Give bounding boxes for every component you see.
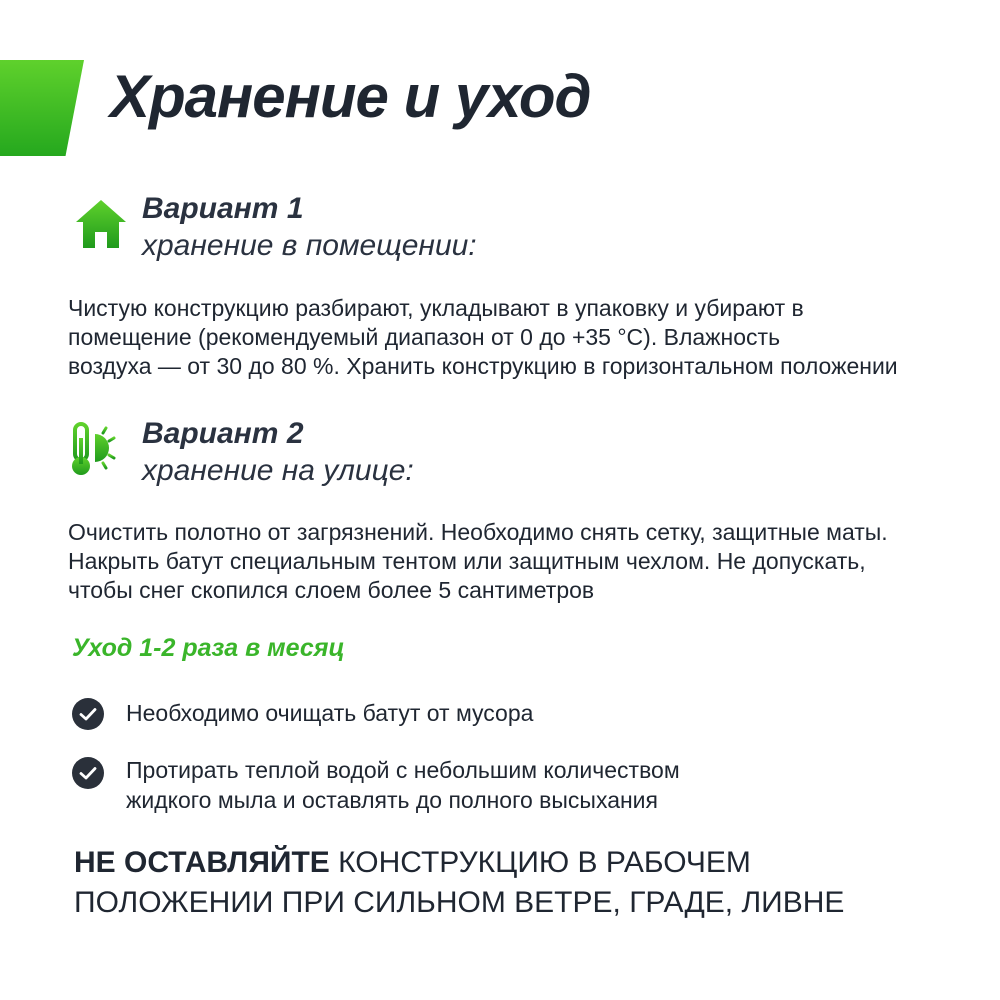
page-title: Хранение и уход <box>110 63 591 130</box>
text-line: жидкого мыла и оставлять до полного высыхания <box>126 787 658 813</box>
thermometer-sun-icon <box>68 420 128 480</box>
warning-rest: КОНСТРУКЦИЮ В РАБОЧЕМ <box>329 846 751 879</box>
variant1-text <box>68 294 948 381</box>
text-line: Протирать теплой водой с небольшим количеством <box>126 757 680 783</box>
variant2-subtitle: хранение на улице: <box>142 454 414 487</box>
variant2-text <box>68 518 948 605</box>
warning-line-1 <box>74 843 954 883</box>
warning-text <box>74 843 954 923</box>
text-line: помещение (рекомендуемый диапазон от 0 до +35 °С). Влажность <box>68 324 781 350</box>
care-item <box>72 698 932 738</box>
care-item-text <box>126 698 886 728</box>
variant2-title: Вариант 2 <box>142 417 304 450</box>
check-circle-icon <box>72 757 104 789</box>
care-item <box>72 755 932 819</box>
warning-line-2: ПОЛОЖЕНИИ ПРИ СИЛЬНОМ ВЕТРЕ, ГРАДЕ, ЛИВНЕ <box>74 886 845 919</box>
care-item-text <box>126 755 886 815</box>
care-title: Уход 1-2 раза в месяц <box>72 634 345 662</box>
text-line: воздуха — от 30 до 80 %. Хранить конструкцию в горизонтальном положении <box>68 353 898 379</box>
accent-bar <box>0 60 84 156</box>
variant1-subtitle: хранение в помещении: <box>142 229 477 262</box>
house-icon <box>72 196 130 254</box>
variant1-title: Вариант 1 <box>142 192 304 225</box>
text-line: Необходимо очищать батут от мусора <box>126 700 534 726</box>
text-line: Накрыть батут специальным тентом или защитным чехлом. Не допускать, <box>68 548 866 574</box>
text-line: Очистить полотно от загрязнений. Необходимо снять сетку, защитные маты. <box>68 519 888 545</box>
text-line: чтобы снег скопился слоем более 5 сантиметров <box>68 577 595 603</box>
warning-bold: НЕ ОСТАВЛЯЙТЕ <box>74 846 330 879</box>
check-circle-icon <box>72 698 104 730</box>
text-line: Чистую конструкцию разбирают, укладывают в упаковку и убирают в <box>68 295 804 321</box>
